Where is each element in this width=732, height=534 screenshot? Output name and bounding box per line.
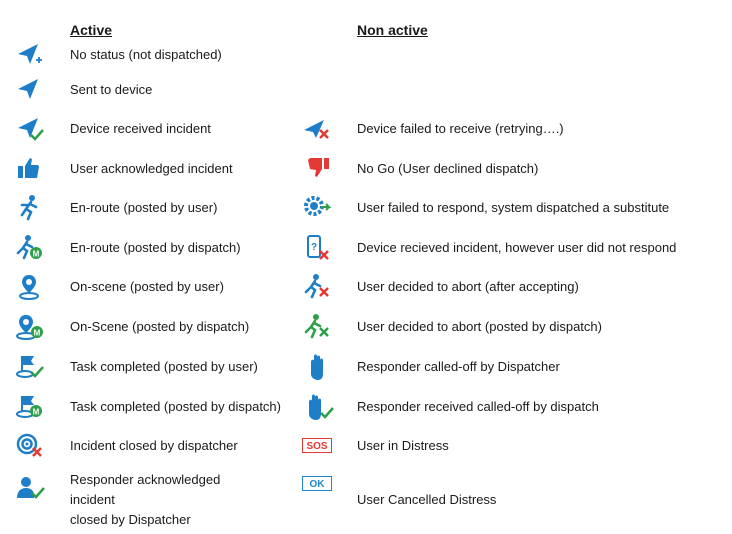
person-check-icon xyxy=(12,473,46,503)
legend-label: Task completed (posted by user) xyxy=(70,359,258,374)
hand-stop-icon xyxy=(300,352,334,382)
legend-label: Device received incident xyxy=(70,121,211,136)
flag-check-icon xyxy=(12,352,46,382)
svg-text:M: M xyxy=(32,407,40,417)
flag-dispatch-icon xyxy=(12,392,46,422)
legend-row xyxy=(0,312,732,342)
runner-dispatch-icon xyxy=(12,233,46,263)
legend-label: Responder received called-off by dispatch xyxy=(357,399,599,414)
phone-question-x-icon xyxy=(300,233,334,263)
legend-label: Device failed to receive (retrying….) xyxy=(357,121,564,136)
paper-plane-x-icon xyxy=(300,114,334,144)
legend-label: En-route (posted by dispatch) xyxy=(70,240,241,255)
legend-label: User decided to abort (after accepting) xyxy=(357,279,579,294)
svg-text:M: M xyxy=(32,249,40,259)
non-active-column-header: Non active xyxy=(357,22,428,38)
paper-plane-check-icon xyxy=(12,114,46,144)
legend-row xyxy=(0,75,732,105)
svg-text:?: ? xyxy=(310,242,318,253)
location-pin-icon xyxy=(12,272,46,302)
legend-row xyxy=(0,154,732,184)
legend-label: No status (not dispatched) xyxy=(70,47,222,62)
legend-label: Task completed (posted by dispatch) xyxy=(70,399,281,414)
thumbs-down-icon xyxy=(300,154,334,184)
legend-label: User decided to abort (posted by dispatch) xyxy=(357,319,602,334)
legend-label: User acknowledged incident xyxy=(70,161,233,176)
legend-multiline-label xyxy=(70,470,220,530)
paper-plane-icon xyxy=(12,75,46,105)
gear-substitute-icon xyxy=(300,193,334,223)
legend-label: User failed to respond, system dispatched a substitute xyxy=(357,200,670,215)
legend-label: On-scene (posted by user) xyxy=(70,279,224,294)
legend-row xyxy=(0,193,732,223)
label-line: incident xyxy=(70,492,115,507)
legend-row xyxy=(0,431,732,461)
legend-label: Incident closed by dispatcher xyxy=(70,438,238,453)
legend-row xyxy=(0,272,732,302)
legend-row xyxy=(0,352,732,382)
paper-plane-plus-icon xyxy=(12,40,46,70)
legend-label: En-route (posted by user) xyxy=(70,200,218,215)
legend-label: User Cancelled Distress xyxy=(357,492,497,507)
legend-label: No Go (User declined dispatch) xyxy=(357,161,539,176)
legend-label: On-Scene (posted by dispatch) xyxy=(70,319,250,334)
runner-icon xyxy=(12,193,46,223)
ok-badge-icon: OK xyxy=(302,476,332,491)
legend-label: Sent to device xyxy=(70,82,153,97)
legend-row xyxy=(0,233,732,263)
label-line: Responder acknowledged xyxy=(70,472,221,487)
runner-x-icon xyxy=(300,272,334,302)
active-column-header: Active xyxy=(70,22,113,38)
target-x-icon xyxy=(12,431,46,461)
legend-label: Responder called-off by Dispatcher xyxy=(357,359,560,374)
runner-x-green-icon xyxy=(300,312,334,342)
legend-row xyxy=(0,392,732,422)
sos-badge-icon: SOS xyxy=(302,438,332,453)
hand-stop-check-icon xyxy=(300,392,334,422)
legend-row xyxy=(0,114,732,144)
svg-text:M: M xyxy=(33,328,41,338)
label-line: closed by Dispatcher xyxy=(70,512,191,527)
thumbs-up-icon xyxy=(12,154,46,184)
location-pin-dispatch-icon xyxy=(12,312,46,342)
legend-label: Device recieved incident, however user did not respond xyxy=(357,240,677,255)
legend-label: User in Distress xyxy=(357,438,449,453)
legend-row xyxy=(0,40,732,70)
